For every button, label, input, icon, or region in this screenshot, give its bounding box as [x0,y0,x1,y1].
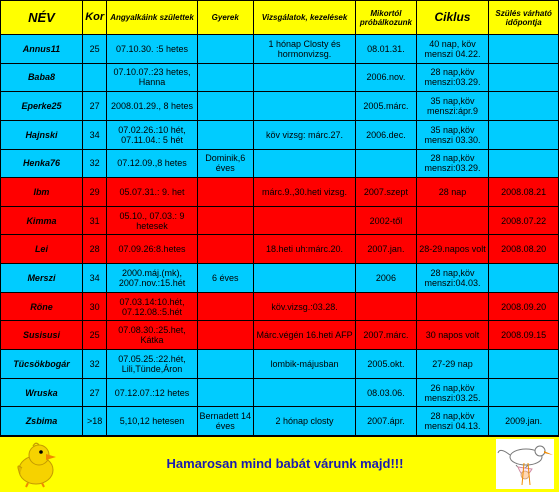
cell-mikortol: 2005.márc. [356,92,416,121]
table-row [1,206,559,235]
cell-angyalkaink: 05.10., 07.03.: 9 hetesek [107,206,197,235]
cell-ciklus [416,292,489,321]
cell-ciklus: 28 nap,köv menszi:04.03. [416,264,489,293]
cell-kor: 28 [82,235,107,264]
cell-angyalkaink: 07.03.14:10.hét, 07.12.08.:5.hét [107,292,197,321]
cell-szules [489,120,559,149]
stork-baby-icon [496,439,554,489]
cell-szules: 2008.09.20 [489,292,559,321]
table-row [1,264,559,293]
cell-mikortol: 2007.jan. [356,235,416,264]
cell-nev: Baba8 [1,63,83,92]
cell-angyalkaink: 07.10.30. :5 hetes [107,35,197,64]
cell-szules [489,264,559,293]
table-row [1,235,559,264]
cell-nev: Zsbima [1,407,83,436]
cell-nev: Kimma [1,206,83,235]
cell-nev: Tücsökbogár [1,350,83,379]
cell-nev: Wruska [1,378,83,407]
cell-szules: 2008.09.15 [489,321,559,350]
header-gyerek: Gyerek [197,1,253,35]
cell-mikortol: 2002-től [356,206,416,235]
cell-gyerek: Bernadett 14 éves [197,407,253,436]
table-row [1,407,559,436]
cell-szules [489,149,559,178]
cell-nev: Ibm [1,178,83,207]
cell-kor: 29 [82,178,107,207]
cell-gyerek [197,178,253,207]
cell-ciklus: 28 nap,köv menszi:03.29. [416,149,489,178]
cell-nev: Henka76 [1,149,83,178]
table-row [1,35,559,64]
cell-szules [489,92,559,121]
cell-ciklus: 27-29 nap [416,350,489,379]
cell-angyalkaink: 07.12.09.,8 hetes [107,149,197,178]
table-row [1,350,559,379]
cell-vizsgalatok: köv.vizsg.:03.28. [253,292,355,321]
cell-nev: Hajnski [1,120,83,149]
cell-gyerek [197,235,253,264]
table-body [1,35,559,436]
cell-ciklus: 35 nap,köv menszi 03.30. [416,120,489,149]
cell-kor: 34 [82,120,107,149]
cell-angyalkaink: 07.02.26.:10 hét, 07.11.04.: 5 hét [107,120,197,149]
cell-vizsgalatok: 18.heti uh:márc.20. [253,235,355,264]
table-row [1,92,559,121]
cell-szules [489,63,559,92]
cell-szules: 2008.08.21 [489,178,559,207]
cell-gyerek [197,206,253,235]
cell-ciklus: 28-29.napos volt [416,235,489,264]
cell-gyerek [197,378,253,407]
cell-szules [489,378,559,407]
table-row [1,378,559,407]
cell-ciklus: 40 nap, köv menszi 04.22. [416,35,489,64]
cell-nev: Röne [1,292,83,321]
cell-szules: 2008.07.22 [489,206,559,235]
cell-gyerek [197,350,253,379]
cell-mikortol [356,149,416,178]
cell-mikortol: 2006 [356,264,416,293]
cell-angyalkaink: 07.09.26:8.hetes [107,235,197,264]
cell-kor: 30 [82,292,107,321]
cell-angyalkaink: 07.12.07.:12 hetes [107,378,197,407]
cell-gyerek [197,63,253,92]
cell-ciklus: 28 nap,köv menszi 04.13. [416,407,489,436]
cell-mikortol: 2006.nov. [356,63,416,92]
header-row [1,1,559,35]
cell-nev: Merszi [1,264,83,293]
cell-vizsgalatok [253,63,355,92]
cell-vizsgalatok [253,206,355,235]
cell-mikortol: 2007.márc. [356,321,416,350]
cell-gyerek: 6 éves [197,264,253,293]
banner-text: Hamarosan mind babát várunk majd!!! [166,456,404,471]
cell-nev: Eperke25 [1,92,83,121]
cell-mikortol: 2006.dec. [356,120,416,149]
header-ciklus: Ciklus [416,1,489,35]
cell-mikortol: 2007.ápr. [356,407,416,436]
cell-nev: Lei [1,235,83,264]
table-row [1,321,559,350]
table-row [1,63,559,92]
cell-vizsgalatok: köv vizsg: márc.27. [253,120,355,149]
cell-szules: 2008.08.20 [489,235,559,264]
cell-kor: 32 [82,149,107,178]
cell-ciklus: 30 napos volt [416,321,489,350]
cell-kor: 27 [82,92,107,121]
cell-gyerek [197,321,253,350]
cell-szules: 2009.jan. [489,407,559,436]
header-szules: Szülés várható időpontja [489,1,559,35]
table-row [1,149,559,178]
cell-ciklus: 28 nap [416,178,489,207]
cell-angyalkaink: 2008.01.29., 8 hetes [107,92,197,121]
table-row [1,178,559,207]
header-angyalkaink: Angyalkáink születtek [107,1,197,35]
cell-kor: 32 [82,350,107,379]
cell-angyalkaink: 05.07.31.: 9. het [107,178,197,207]
cell-angyalkaink: 2000.máj.(mk), 2007.nov.:15.hét [107,264,197,293]
cell-vizsgalatok [253,92,355,121]
cell-vizsgalatok: 1 hónap Closty és hormonvizsg. [253,35,355,64]
cell-mikortol: 08.03.06. [356,378,416,407]
cell-nev: Annus11 [1,35,83,64]
cell-ciklus: 35 nap,köv menszi:ápr.9 [416,92,489,121]
cell-szules [489,35,559,64]
cell-gyerek [197,292,253,321]
cell-kor: 34 [82,264,107,293]
cell-angyalkaink: 07.05.25.:22.hét, Lili,Tünde,Áron [107,350,197,379]
cell-vizsgalatok: 2 hónap closty [253,407,355,436]
cell-kor: 25 [82,35,107,64]
cell-gyerek [197,120,253,149]
cell-vizsgalatok: márc.9.,30.heti vizsg. [253,178,355,207]
cell-ciklus: 26 nap,köv menszi:03.25. [416,378,489,407]
chick-duck-icon [12,440,62,488]
cell-nev: Susisusi [1,321,83,350]
cell-gyerek [197,92,253,121]
cell-kor: 27 [82,378,107,407]
header-nev: NÉV [1,1,83,35]
cell-szules [489,350,559,379]
cell-kor: 31 [82,206,107,235]
cell-vizsgalatok: Márc.végén 16.heti AFP [253,321,355,350]
cell-mikortol: 2005.okt. [356,350,416,379]
cell-gyerek: Dominik,6 éves [197,149,253,178]
cell-ciklus [416,206,489,235]
cell-mikortol [356,292,416,321]
cell-vizsgalatok [253,378,355,407]
cell-angyalkaink: 5,10,12 hetesen [107,407,197,436]
cell-mikortol: 2007.szept [356,178,416,207]
footer-banner [0,436,559,492]
cell-vizsgalatok: lombik-májusban [253,350,355,379]
cell-kor: 25 [82,321,107,350]
cell-angyalkaink: 07.10.07.:23 hetes, Hanna [107,63,197,92]
cell-kor [82,63,107,92]
cell-angyalkaink: 07.08.30.:25.het, Kátka [107,321,197,350]
cell-kor: >18 [82,407,107,436]
table-row [1,292,559,321]
header-kor: Kor [82,1,107,35]
header-mikortol: Mikortól próbálkozunk [356,1,416,35]
header-vizsgalatok: Vizsgálatok, kezelések [253,1,355,35]
cell-ciklus: 28 nap,köv menszi:03.29. [416,63,489,92]
cell-gyerek [197,35,253,64]
cell-mikortol: 08.01.31. [356,35,416,64]
cell-vizsgalatok [253,149,355,178]
table-row [1,120,559,149]
cell-vizsgalatok [253,264,355,293]
